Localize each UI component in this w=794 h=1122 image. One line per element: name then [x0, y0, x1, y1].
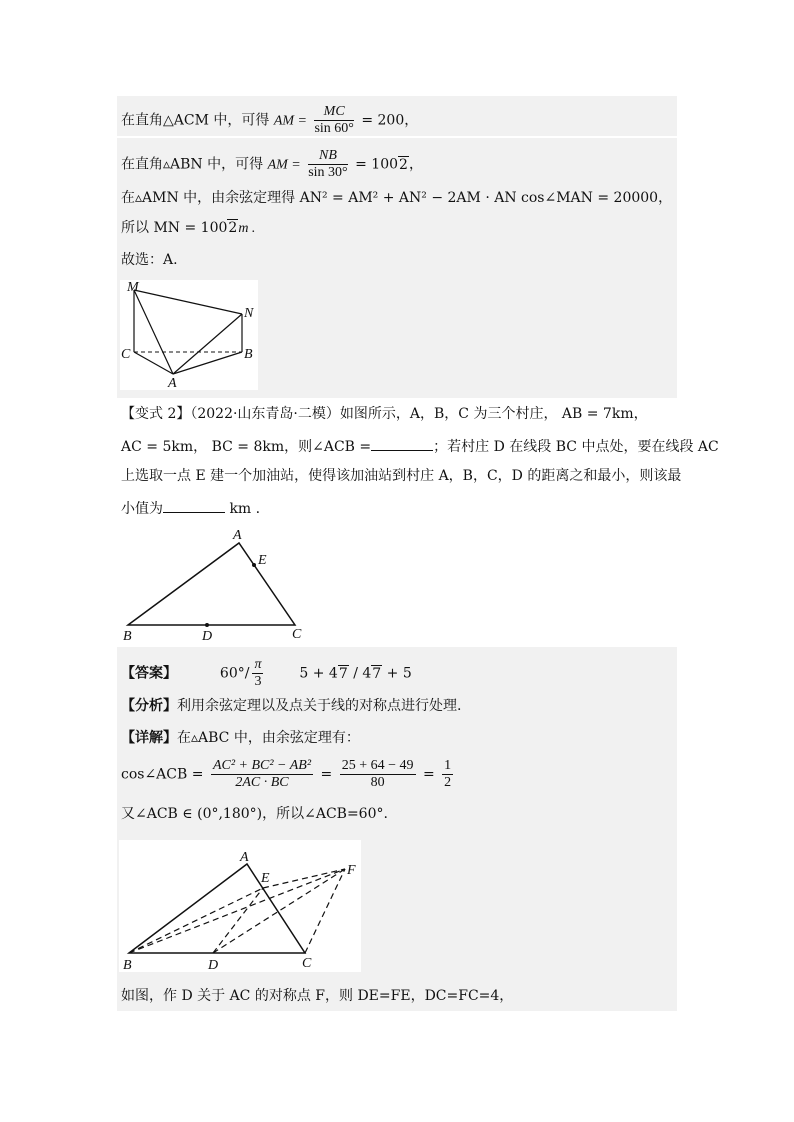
fraction-nb-sin30: $\frac{NB}{\sin 30^\circ}$ [308, 148, 348, 180]
fraction-pi-3: $\frac{\pi}{3}$ [254, 657, 262, 689]
variant-line-4: 小值为 km . [121, 498, 260, 519]
solution-line-acm: 在直角△ACM 中，可得 AM = $\frac{MC}{\sin 60^\circ}$ = 200， [121, 104, 419, 136]
min-value-blank [163, 498, 225, 513]
fraction-cosine-values: $\frac{25 + 64 - 49}{80}$ [341, 758, 414, 790]
variant-line-2: AC = 5km， BC = 8km，则∠ACB = ；若村庄 D 在线段 BC 中点处，要在线段 AC [121, 436, 719, 457]
figure2-label-a: A [233, 528, 242, 543]
figure3-label-a: A [240, 850, 249, 865]
detail-line: 【详解】在▵ABC 中，由余弦定理有： [121, 730, 360, 746]
figure1-label-b: B [244, 347, 253, 362]
solution-line-choice: 故选：A. [121, 252, 178, 268]
figure-mnacb [120, 280, 258, 390]
fraction-one-half: $\frac{1}{2}$ [444, 758, 452, 790]
figure-triangle-reflection [119, 840, 361, 972]
solution-line-mn: 所以 MN = 1002m . [121, 220, 256, 236]
answer-line: 【答案】 60°/ $\frac{\pi}{3}$ 5 + 47 / 47 + 5 [121, 657, 412, 689]
variant-line-1: 【变式 2】（2022·山东青岛·二模）如图所示，A，B，C 为三个村庄， AB = 7km， [121, 406, 648, 422]
variant-line-3: 上选取一点 E 建一个加油站，使得该加油站到村庄 A，B，C，D 的距离之和最小，则该最 [121, 468, 682, 484]
figure1-label-c: C [121, 347, 131, 362]
fraction-cosine-law: $\frac{\text{AC² + BC² − AB²}}{2AC \cdot BC}$ [212, 758, 312, 790]
reflection-line: 如图，作 D 关于 AC 的对称点 F，则 DE=FE，DC=FC=4， [121, 988, 514, 1004]
angle-range-line: 又∠ACB ∈ (0°,180°)，所以∠ACB=60°. [121, 806, 388, 822]
figure2-label-d: D [202, 629, 213, 644]
solution-line-cosine-law: 在▵AMN 中，由余弦定理得 AN² = AM² + AN² − 2AM · AN cos∠MAN = 20000， [121, 190, 673, 206]
figure2-label-b: B [123, 629, 132, 644]
angle-answer-blank [371, 436, 433, 451]
analysis-line: 【分析】利用余弦定理以及点关于线的对称点进行处理. [121, 698, 462, 714]
figure1-label-m: M [127, 280, 139, 295]
figure1-label-n: N [244, 306, 254, 321]
figure2-label-e: E [258, 553, 267, 568]
figure3-label-b: B [123, 958, 132, 972]
solution-line-abn: 在直角▵ABN 中，可得 AM = $\frac{NB}{\sin 30^\circ}$ = 1002， [121, 148, 423, 180]
figure-triangle-abc [118, 524, 318, 646]
figure3-label-d: D [208, 958, 219, 972]
figure3-label-f: F [347, 863, 356, 878]
figure3-label-c: C [302, 956, 312, 971]
figure1-label-a: A [168, 376, 177, 390]
figure3-label-e: E [261, 871, 270, 886]
figure2-label-c: C [292, 627, 302, 642]
fraction-mc-sin60: $\frac{MC}{\sin 60^\circ}$ [314, 104, 354, 136]
cosine-formula-line: cos∠ACB = $\frac{\text{AC² + BC² − AB²}}{2AC \cdot BC}$ = $\frac{25 + 64 - 49}{80}$ = $\frac{1}{2}$ [121, 758, 452, 790]
